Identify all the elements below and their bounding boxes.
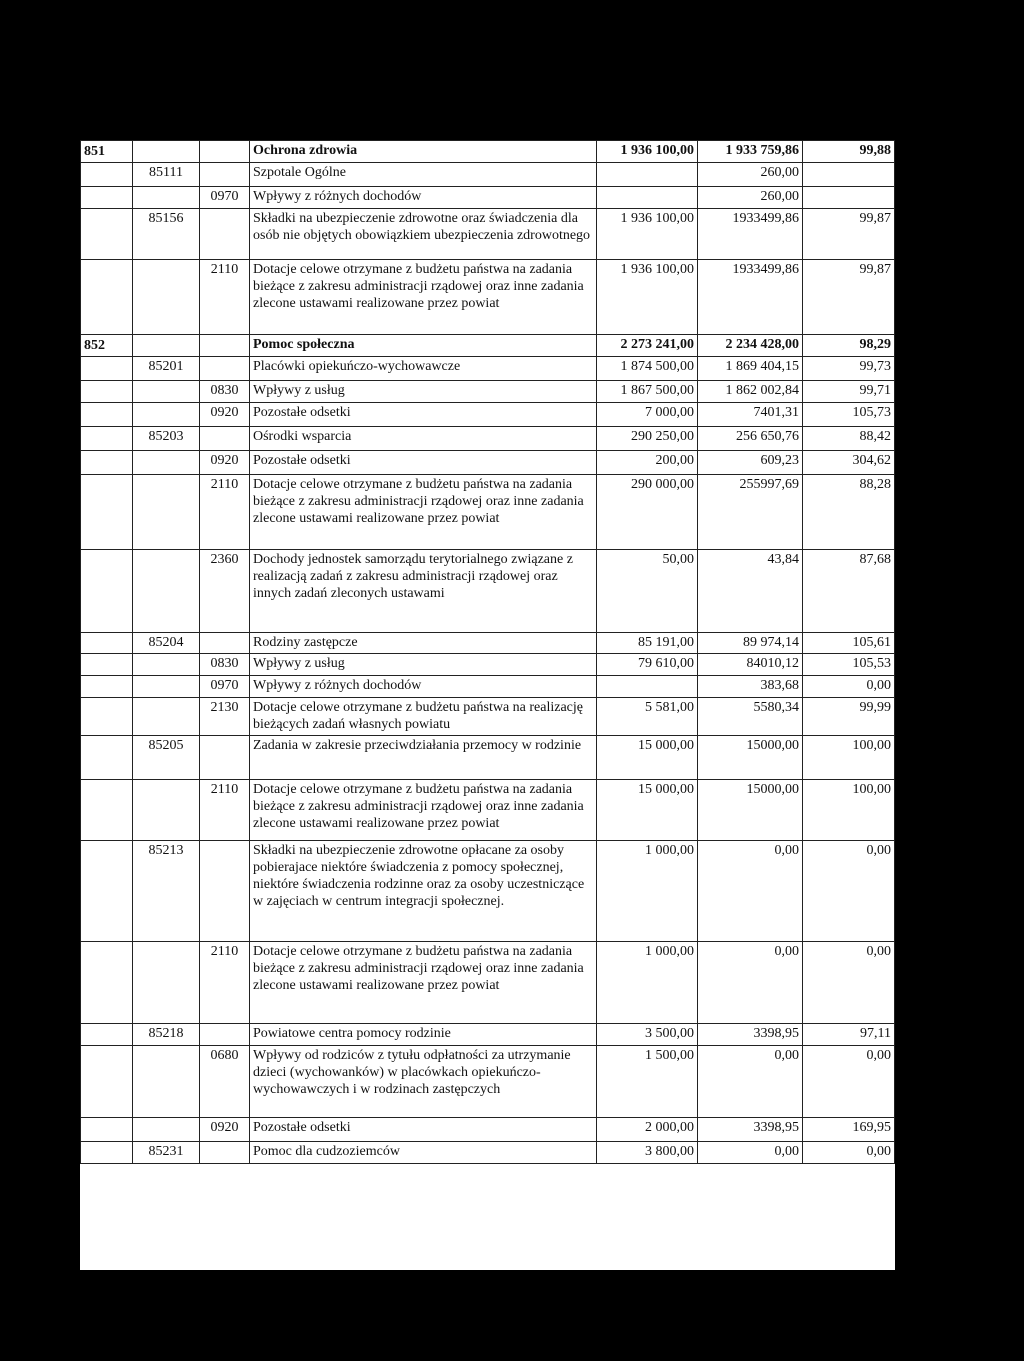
paragraph-code-cell [200,736,250,780]
description-cell: Wpływy od rodziców z tytułu odpłatności za utrzymanie dzieci (wychowanków) w placówkach opiekuńczo-wychowawczych i w rodzinach zastępczych [250,1046,597,1118]
table-row [81,475,895,550]
chapter-code-cell [133,676,200,698]
table-row [81,698,895,736]
plan-amount-cell: 5 581,00 [597,698,698,736]
table-row [81,357,895,381]
paragraph-code-cell: 2110 [200,475,250,550]
executed-amount-cell: 1 933 759,86 [698,141,803,163]
description-cell: Wpływy z usług [250,381,597,403]
description-cell: Pomoc społeczna [250,335,597,357]
percent-cell: 0,00 [803,1142,895,1164]
table-row [81,942,895,1024]
percent-cell: 0,00 [803,676,895,698]
plan-amount-cell: 1 000,00 [597,841,698,942]
table-row [81,1142,895,1164]
section-code-cell: 851 [81,141,133,163]
percent-cell: 88,28 [803,475,895,550]
section-code-cell [81,1118,133,1142]
executed-amount-cell: 383,68 [698,676,803,698]
table-row [81,209,895,260]
plan-amount-cell: 1 867 500,00 [597,381,698,403]
chapter-code-cell: 85203 [133,427,200,451]
budget-income-table [80,140,895,1164]
paragraph-code-cell: 0970 [200,676,250,698]
plan-amount-cell: 2 000,00 [597,1118,698,1142]
table-row [81,676,895,698]
executed-amount-cell: 1933499,86 [698,260,803,335]
table-row [81,780,895,841]
description-cell: Dotacje celowe otrzymane z budżetu państwa na zadania bieżące z zakresu administracji rządowej oraz inne zadania zlecone ustawami realizowane przez powiat [250,475,597,550]
table-row [81,633,895,654]
description-cell: Dotacje celowe otrzymane z budżetu państwa na zadania bieżące z zakresu administracji rządowej oraz inne zadania zlecone ustawami realizowane przez powiat [250,260,597,335]
executed-amount-cell: 1 862 002,84 [698,381,803,403]
percent-cell: 87,68 [803,550,895,633]
executed-amount-cell: 3398,95 [698,1024,803,1046]
paragraph-code-cell: 0970 [200,187,250,209]
section-code-cell [81,676,133,698]
percent-cell: 88,42 [803,427,895,451]
chapter-code-cell [133,1046,200,1118]
chapter-code-cell: 85204 [133,633,200,654]
chapter-code-cell [133,141,200,163]
chapter-code-cell [133,381,200,403]
paragraph-code-cell [200,209,250,260]
chapter-code-cell [133,187,200,209]
chapter-code-cell [133,1118,200,1142]
paragraph-code-cell: 2110 [200,260,250,335]
chapter-code-cell: 85213 [133,841,200,942]
section-code-cell [81,403,133,427]
description-cell: Pozostałe odsetki [250,403,597,427]
paragraph-code-cell: 2130 [200,698,250,736]
table-row [81,736,895,780]
description-cell: Szpotale Ogólne [250,163,597,187]
section-code-cell [81,698,133,736]
description-cell: Wpływy z usług [250,654,597,676]
description-cell: Powiatowe centra pomocy rodzinie [250,1024,597,1046]
executed-amount-cell: 256 650,76 [698,427,803,451]
section-code-cell: 852 [81,335,133,357]
paragraph-code-cell: 2110 [200,942,250,1024]
paragraph-code-cell [200,141,250,163]
plan-amount-cell: 1 500,00 [597,1046,698,1118]
table-row [81,260,895,335]
percent-cell: 100,00 [803,780,895,841]
description-cell: Dotacje celowe otrzymane z budżetu państwa na zadania bieżące z zakresu administracji rządowej oraz inne zadania zlecone ustawami realizowane przez powiat [250,942,597,1024]
table-row [81,381,895,403]
description-cell: Placówki opiekuńczo-wychowawcze [250,357,597,381]
plan-amount-cell: 3 500,00 [597,1024,698,1046]
executed-amount-cell: 7401,31 [698,403,803,427]
percent-cell: 0,00 [803,1046,895,1118]
paragraph-code-cell [200,1024,250,1046]
section-code-cell [81,163,133,187]
plan-amount-cell: 1 936 100,00 [597,209,698,260]
plan-amount-cell: 50,00 [597,550,698,633]
plan-amount-cell: 1 874 500,00 [597,357,698,381]
percent-cell: 99,87 [803,209,895,260]
description-cell: Zadania w zakresie przeciwdziałania przemocy w rodzinie [250,736,597,780]
paragraph-code-cell [200,1142,250,1164]
chapter-code-cell [133,451,200,475]
percent-cell: 105,61 [803,633,895,654]
chapter-code-cell: 85111 [133,163,200,187]
section-code-cell [81,633,133,654]
paragraph-code-cell [200,633,250,654]
paragraph-code-cell: 0920 [200,451,250,475]
section-code-cell [81,209,133,260]
percent-cell: 98,29 [803,335,895,357]
executed-amount-cell: 3398,95 [698,1118,803,1142]
section-code-cell [81,381,133,403]
section-row [81,141,895,163]
section-code-cell [81,780,133,841]
section-code-cell [81,550,133,633]
plan-amount-cell [597,163,698,187]
section-code-cell [81,1024,133,1046]
paragraph-code-cell: 0830 [200,381,250,403]
paragraph-code-cell [200,427,250,451]
chapter-code-cell: 85231 [133,1142,200,1164]
plan-amount-cell: 85 191,00 [597,633,698,654]
section-code-cell [81,736,133,780]
percent-cell [803,187,895,209]
paragraph-code-cell: 2110 [200,780,250,841]
paragraph-code-cell [200,335,250,357]
chapter-code-cell: 85205 [133,736,200,780]
executed-amount-cell: 0,00 [698,942,803,1024]
description-cell: Pomoc dla cudzoziemców [250,1142,597,1164]
chapter-code-cell [133,942,200,1024]
executed-amount-cell: 2 234 428,00 [698,335,803,357]
plan-amount-cell: 7 000,00 [597,403,698,427]
plan-amount-cell: 1 936 100,00 [597,141,698,163]
chapter-code-cell [133,654,200,676]
paragraph-code-cell [200,357,250,381]
table-row [81,451,895,475]
percent-cell: 0,00 [803,942,895,1024]
plan-amount-cell: 15 000,00 [597,736,698,780]
section-code-cell [81,357,133,381]
description-cell: Wpływy z różnych dochodów [250,676,597,698]
description-cell: Pozostałe odsetki [250,1118,597,1142]
description-cell: Dochody jednostek samorządu terytorialnego związane z realizacją zadań z zakresu administracji rządowej oraz innych zadań zleconych ustawami [250,550,597,633]
table-row [81,1024,895,1046]
executed-amount-cell: 260,00 [698,187,803,209]
percent-cell: 99,99 [803,698,895,736]
plan-amount-cell: 15 000,00 [597,780,698,841]
executed-amount-cell: 15000,00 [698,736,803,780]
plan-amount-cell [597,676,698,698]
executed-amount-cell: 255997,69 [698,475,803,550]
chapter-code-cell: 85218 [133,1024,200,1046]
chapter-code-cell: 85156 [133,209,200,260]
description-cell: Wpływy z różnych dochodów [250,187,597,209]
chapter-code-cell [133,698,200,736]
executed-amount-cell: 609,23 [698,451,803,475]
executed-amount-cell: 5580,34 [698,698,803,736]
description-cell: Ochrona zdrowia [250,141,597,163]
table-row [81,841,895,942]
plan-amount-cell: 2 273 241,00 [597,335,698,357]
section-code-cell [81,427,133,451]
executed-amount-cell: 1933499,86 [698,209,803,260]
chapter-code-cell [133,335,200,357]
section-row [81,335,895,357]
section-code-cell [81,187,133,209]
section-code-cell [81,1142,133,1164]
executed-amount-cell: 0,00 [698,1142,803,1164]
percent-cell: 99,71 [803,381,895,403]
chapter-code-cell [133,260,200,335]
section-code-cell [81,451,133,475]
plan-amount-cell: 3 800,00 [597,1142,698,1164]
table-row [81,187,895,209]
section-code-cell [81,654,133,676]
percent-cell: 99,88 [803,141,895,163]
paragraph-code-cell: 0680 [200,1046,250,1118]
percent-cell: 304,62 [803,451,895,475]
plan-amount-cell: 290 000,00 [597,475,698,550]
table-row [81,654,895,676]
description-cell: Dotacje celowe otrzymane z budżetu państwa na zadania bieżące z zakresu administracji rządowej oraz inne zadania zlecone ustawami realizowane przez powiat [250,780,597,841]
description-cell: Składki na ubezpieczenie zdrowotne oraz świadczenia dla osób nie objętych obowiązkiem ubezpieczenia zdrowotnego [250,209,597,260]
chapter-code-cell [133,475,200,550]
paragraph-code-cell [200,163,250,187]
paragraph-code-cell: 0830 [200,654,250,676]
table-row [81,1118,895,1142]
executed-amount-cell: 89 974,14 [698,633,803,654]
section-code-cell [81,942,133,1024]
section-code-cell [81,475,133,550]
executed-amount-cell: 84010,12 [698,654,803,676]
description-cell: Dotacje celowe otrzymane z budżetu państwa na realizację bieżących zadań własnych powiatu [250,698,597,736]
executed-amount-cell: 0,00 [698,841,803,942]
paragraph-code-cell [200,841,250,942]
percent-cell: 99,73 [803,357,895,381]
chapter-code-cell [133,780,200,841]
table-row [81,1046,895,1118]
description-cell: Rodziny zastępcze [250,633,597,654]
paragraph-code-cell: 0920 [200,1118,250,1142]
table-row [81,550,895,633]
table-row [81,403,895,427]
description-cell: Ośrodki wsparcia [250,427,597,451]
plan-amount-cell: 1 000,00 [597,942,698,1024]
plan-amount-cell: 79 610,00 [597,654,698,676]
section-code-cell [81,841,133,942]
plan-amount-cell: 290 250,00 [597,427,698,451]
percent-cell: 100,00 [803,736,895,780]
percent-cell: 97,11 [803,1024,895,1046]
table-row [81,427,895,451]
paragraph-code-cell: 0920 [200,403,250,427]
plan-amount-cell: 200,00 [597,451,698,475]
section-code-cell [81,1046,133,1118]
percent-cell: 169,95 [803,1118,895,1142]
chapter-code-cell: 85201 [133,357,200,381]
percent-cell: 105,53 [803,654,895,676]
paragraph-code-cell: 2360 [200,550,250,633]
percent-cell [803,163,895,187]
plan-amount-cell: 1 936 100,00 [597,260,698,335]
executed-amount-cell: 260,00 [698,163,803,187]
executed-amount-cell: 15000,00 [698,780,803,841]
executed-amount-cell: 1 869 404,15 [698,357,803,381]
percent-cell: 99,87 [803,260,895,335]
plan-amount-cell [597,187,698,209]
chapter-code-cell [133,403,200,427]
executed-amount-cell: 43,84 [698,550,803,633]
percent-cell: 0,00 [803,841,895,942]
percent-cell: 105,73 [803,403,895,427]
executed-amount-cell: 0,00 [698,1046,803,1118]
chapter-code-cell [133,550,200,633]
table-row [81,163,895,187]
description-cell: Składki na ubezpieczenie zdrowotne opłacane za osoby pobierajace niektóre świadczenia z pomocy społecznej, niektóre świadczenia rodzinne oraz za osoby uczestniczące w zajęciach w centrum integracji społecznej. [250,841,597,942]
description-cell: Pozostałe odsetki [250,451,597,475]
section-code-cell [81,260,133,335]
